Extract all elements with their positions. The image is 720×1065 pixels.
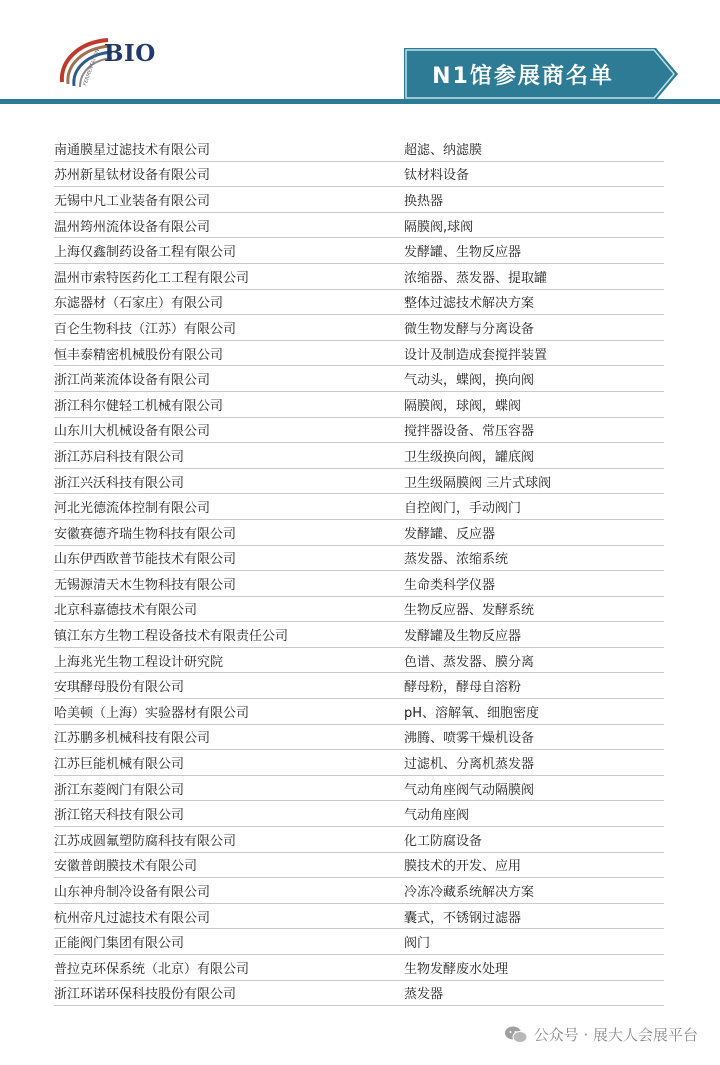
- list-item: [54, 878, 664, 904]
- company-name: 浙江东菱阀门有限公司: [54, 782, 185, 798]
- company-name: 安徽赛德齐瑞生物科技有限公司: [54, 526, 237, 542]
- product-category: 换热器: [404, 193, 444, 209]
- company-name: 江苏鹏多机械科技有限公司: [54, 731, 211, 747]
- list-item: [54, 264, 664, 290]
- company-name: 温州筠州流体设备有限公司: [54, 219, 211, 235]
- list-item: [54, 776, 664, 802]
- page-title: N1馆参展商名单: [432, 63, 614, 89]
- product-category: pH、溶解氧、细胞密度: [404, 705, 540, 721]
- list-item: [54, 904, 664, 930]
- wechat-icon: [504, 1025, 528, 1045]
- product-category: 气动角座阀气动隔膜阀: [404, 782, 535, 798]
- product-category: 整体过滤技术解决方案: [404, 296, 535, 312]
- list-item: [54, 725, 664, 751]
- product-category: 自控阀门，手动阀门: [404, 501, 522, 517]
- company-name: 正能阀门集团有限公司: [54, 936, 185, 952]
- company-name: 浙江苏启科技有限公司: [54, 449, 185, 465]
- product-category: 气动头，蝶阀，换向阀: [404, 373, 535, 389]
- company-name: 北京科嘉德技术有限公司: [54, 603, 198, 619]
- product-category: 化工防腐设备: [404, 833, 483, 849]
- product-category: 微生物发酵与分离设备: [404, 321, 535, 337]
- product-category: 隔膜阀，球阀，蝶阀: [404, 398, 522, 414]
- product-category: 卫生级隔膜阀 三片式球阀: [404, 475, 552, 491]
- product-category: 搅拌器设备、常压容器: [404, 424, 535, 440]
- company-name: 浙江尚莱流体设备有限公司: [54, 373, 211, 389]
- product-category: 色谱、蒸发器、膜分离: [404, 654, 535, 670]
- list-item: [54, 955, 664, 981]
- list-item: [54, 853, 664, 879]
- list-item: [54, 546, 664, 572]
- list-item: [54, 418, 664, 444]
- product-category: 冷冻冷藏系统解决方案: [404, 885, 535, 901]
- company-name: 苏州新星钛材设备有限公司: [54, 168, 211, 184]
- company-name: 山东伊西欧普节能技术有限公司: [54, 552, 237, 568]
- list-item: [54, 366, 664, 392]
- list-item: [54, 238, 664, 264]
- company-name: 南通膜星过滤技术有限公司: [54, 142, 211, 158]
- company-name: 普拉克环保系统（北京）有限公司: [54, 961, 250, 977]
- company-name: 东滤器材（石家庄）有限公司: [54, 296, 224, 312]
- list-item: [54, 392, 664, 418]
- company-name: 上海仅鑫制药设备工程有限公司: [54, 245, 237, 261]
- list-item: [54, 443, 664, 469]
- company-name: 河北光德流体控制有限公司: [54, 501, 211, 517]
- list-item: [54, 136, 664, 162]
- product-category: 蒸发器、浓缩系统: [404, 552, 509, 568]
- product-category: 过滤机、分离机蒸发器: [404, 757, 535, 773]
- company-name: 浙江兴沃科技有限公司: [54, 475, 185, 491]
- product-category: 生命类科学仪器: [404, 577, 496, 593]
- company-name: 浙江铭天科技有限公司: [54, 808, 185, 824]
- company-name: 山东川大机械设备有限公司: [54, 424, 211, 440]
- list-item: [54, 929, 664, 955]
- watermark: [504, 1024, 698, 1045]
- company-name: 无锡源清天木生物科技有限公司: [54, 577, 237, 593]
- company-name: 山东神舟制冷设备有限公司: [54, 885, 211, 901]
- company-name: 浙江科尔健轻工机械有限公司: [54, 398, 224, 414]
- company-name: 上海兆光生物工程设计研究院: [54, 654, 224, 670]
- list-item: [54, 801, 664, 827]
- list-item: [54, 673, 664, 699]
- product-category: 超滤、纳滤膜: [404, 142, 483, 158]
- list-item: [54, 622, 664, 648]
- logo-text: BIO: [104, 40, 156, 67]
- product-category: 发酵罐、生物反应器: [404, 245, 522, 261]
- list-item: [54, 341, 664, 367]
- list-item: [54, 597, 664, 623]
- product-category: 囊式，不锈钢过滤器: [404, 910, 522, 926]
- company-name: 安徽普朗膜技术有限公司: [54, 859, 198, 875]
- product-category: 阀门: [404, 936, 431, 952]
- company-name: 温州市索特医药化工工程有限公司: [54, 270, 250, 286]
- list-item: [54, 750, 664, 776]
- company-name: 江苏成圆氟塑防腐科技有限公司: [54, 833, 237, 849]
- header-rule: [0, 99, 720, 104]
- list-item: [54, 315, 664, 341]
- company-name: 安琪酵母股份有限公司: [54, 680, 185, 696]
- product-category: 蒸发器: [404, 987, 444, 1003]
- product-category: 隔膜阀,球阀: [404, 219, 474, 235]
- list-item: [54, 648, 664, 674]
- list-item: [54, 494, 664, 520]
- product-category: 酵母粉，酵母自溶粉: [404, 680, 522, 696]
- product-category: 沸腾、喷雾干燥机设备: [404, 731, 535, 747]
- product-category: 气动角座阀: [404, 808, 470, 824]
- product-category: 生物反应器、发酵系统: [404, 603, 535, 619]
- list-item: [54, 699, 664, 725]
- company-name: 镇江东方生物工程设备技术有限责任公司: [54, 629, 289, 645]
- logo-subtext: FERMENTATION: [82, 48, 102, 87]
- product-category: 卫生级换向阀，罐底阀: [404, 449, 535, 465]
- company-name: 江苏巨能机械有限公司: [54, 757, 185, 773]
- product-category: 膜技术的开发、应用: [404, 859, 522, 875]
- list-item: [54, 469, 664, 495]
- list-item: [54, 520, 664, 546]
- list-item: [54, 162, 664, 188]
- company-name: 浙江环诺环保科技股份有限公司: [54, 987, 237, 1003]
- exhibitor-list: [54, 136, 664, 1006]
- product-category: 钛材料设备: [404, 168, 470, 184]
- company-name: 杭州帝凡过滤技术有限公司: [54, 910, 211, 926]
- product-category: 浓缩器、蒸发器、提取罐: [404, 270, 548, 286]
- product-category: 生物发酵废水处理: [404, 961, 509, 977]
- product-category: 发酵罐、反应器: [404, 526, 496, 542]
- company-name: 无锡中凡工业装备有限公司: [54, 193, 211, 209]
- list-item: [54, 981, 664, 1007]
- page-header: [0, 0, 720, 106]
- product-category: 发酵罐及生物反应器: [404, 629, 522, 645]
- watermark-text: 公众号 · 展大人会展平台: [533, 1026, 698, 1044]
- company-name: 百仑生物科技（江苏）有限公司: [54, 321, 237, 337]
- list-item: [54, 571, 664, 597]
- company-name: 哈美顿（上海）实验器材有限公司: [54, 705, 250, 721]
- list-item: [54, 213, 664, 239]
- product-category: 设计及制造成套搅拌装置: [404, 347, 548, 363]
- company-name: 恒丰泰精密机械股份有限公司: [54, 347, 224, 363]
- list-item: [54, 827, 664, 853]
- list-item: [54, 187, 664, 213]
- list-item: [54, 290, 664, 316]
